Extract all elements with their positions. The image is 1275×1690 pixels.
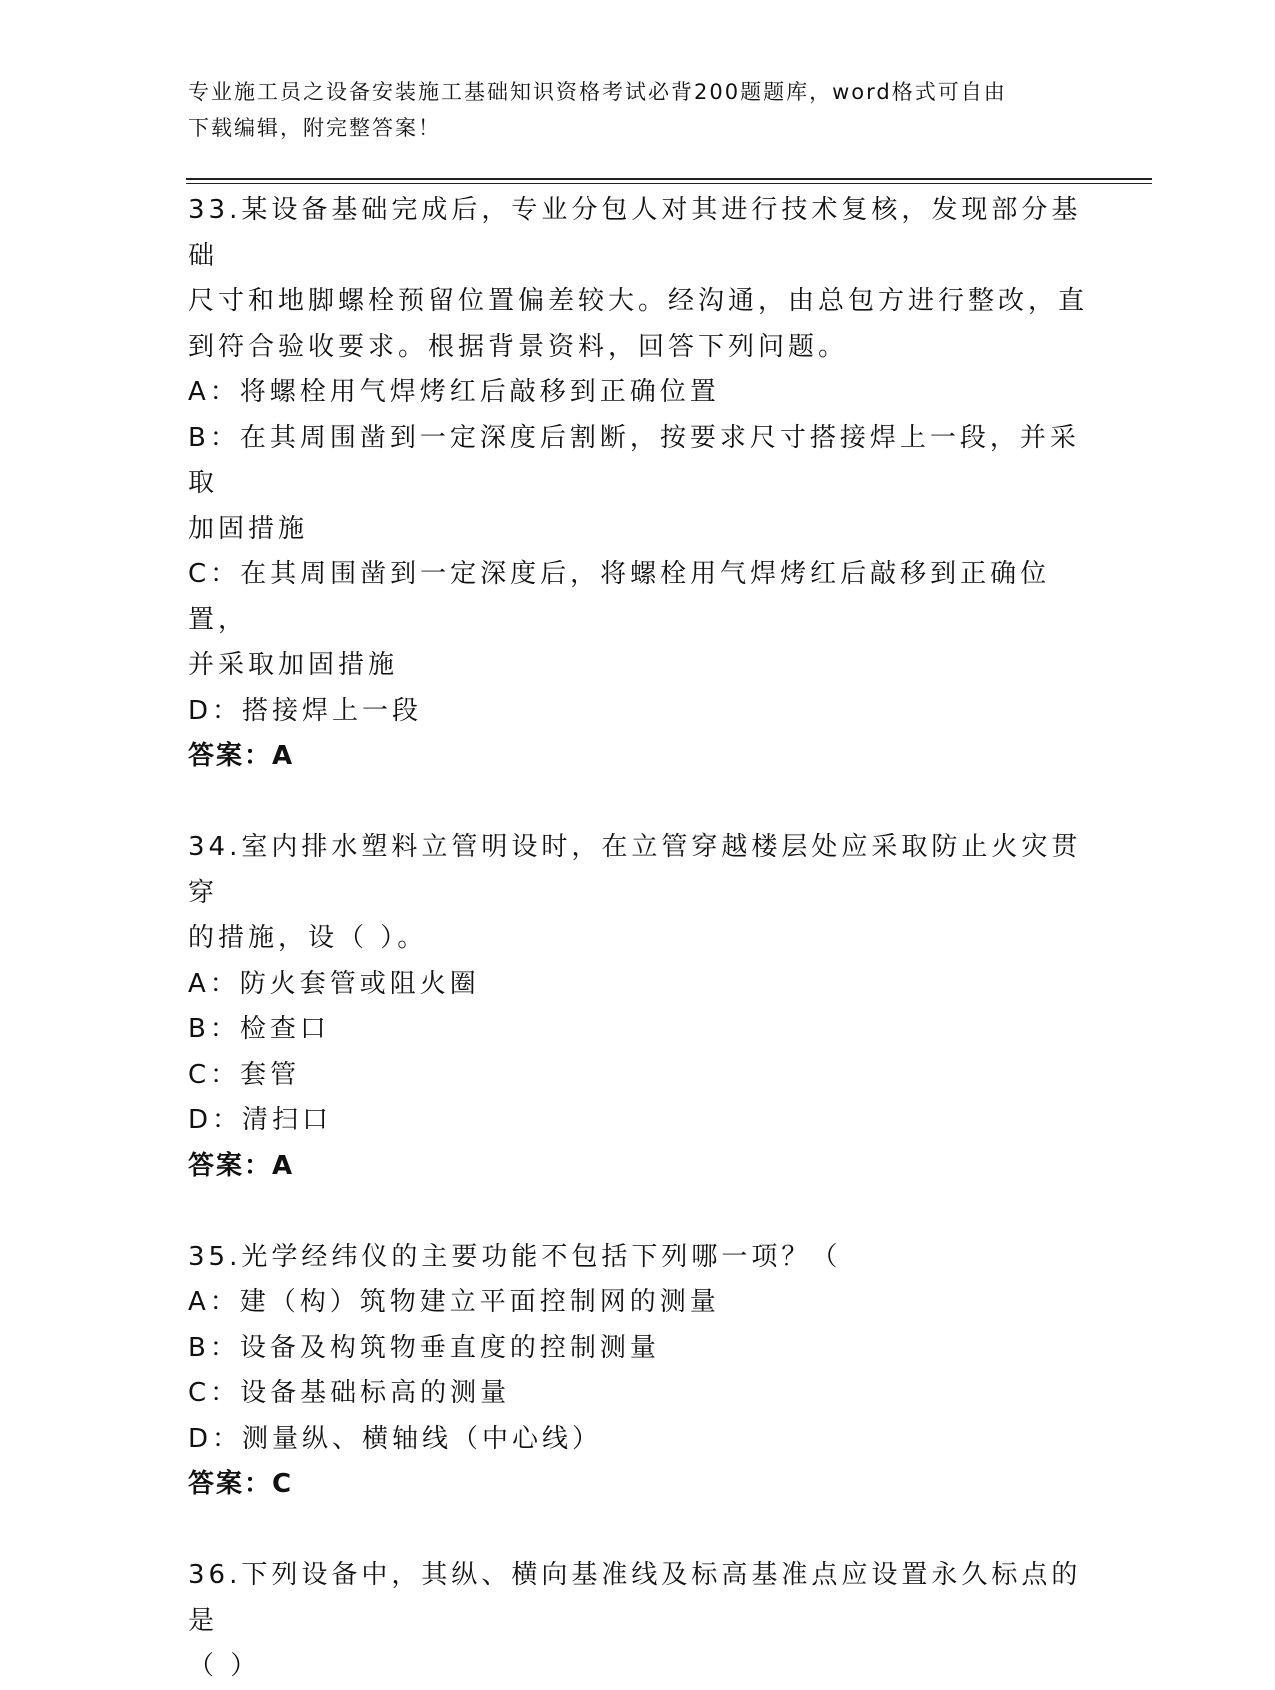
header-line-1: 专业施工员之设备安装施工基础知识资格考试必背200题题库，word格式可自由 xyxy=(188,80,1007,104)
header-divider-bottom xyxy=(186,183,1152,184)
question-list xyxy=(188,188,1088,1690)
question-text-line: 到符合验收要求。根据背景资料，回答下列问题。 xyxy=(188,331,849,362)
question-36 xyxy=(188,1553,1088,1690)
option-b: B：检查口 xyxy=(188,1014,330,1044)
option-a: A：建（构）筑物建立平面控制网的测量 xyxy=(188,1287,720,1317)
question-34 xyxy=(188,825,1088,1189)
option-b: B：在其周围凿到一定深度后割断，按要求尺寸搭接焊上一段，并采取 xyxy=(188,422,1080,498)
answer-label: 答案：A xyxy=(188,1150,295,1181)
question-text-line: （ ） xyxy=(188,1651,261,1681)
answer-label: 答案：A xyxy=(188,741,295,771)
question-33 xyxy=(188,188,1088,780)
option-b: B：设备及构筑物垂直度的控制测量 xyxy=(188,1332,660,1363)
option-a: A：防火套管或阻火圈 xyxy=(188,968,480,999)
question-35 xyxy=(188,1235,1088,1508)
option-a: A：将螺栓用气焊烤红后敲移到正确位置 xyxy=(188,377,720,407)
question-spacer xyxy=(188,780,1088,826)
document-header xyxy=(188,74,1068,146)
question-text-line: 尺寸和地脚螺栓预留位置偏差较大。经沟通，由总包方进行整改，直 xyxy=(188,286,1089,316)
question-spacer xyxy=(188,1508,1088,1554)
question-text-line: 33.某设备基础完成后，专业分包人对其进行技术复核，发现部分基础 xyxy=(188,195,1082,271)
option-d: D：测量纵、横轴线（中心线） xyxy=(188,1423,603,1454)
question-text-line: 35.光学经纬仪的主要功能不包括下列哪一项？（ xyxy=(188,1241,842,1272)
question-text-line: 的措施，设（ ）。 xyxy=(188,923,428,953)
header-divider-top xyxy=(186,178,1152,180)
question-text-line: 34.室内排水塑料立管明设时，在立管穿越楼层处应采取防止火灾贯穿 xyxy=(188,832,1082,908)
option-d: D：清扫口 xyxy=(188,1105,333,1135)
answer-label: 答案：C xyxy=(188,1469,294,1499)
option-c: C：套管 xyxy=(188,1059,301,1090)
option-c: C：设备基础标高的测量 xyxy=(188,1378,511,1408)
question-spacer xyxy=(188,1189,1088,1235)
option-c-continued: 并采取加固措施 xyxy=(188,650,399,680)
option-d: D：搭接焊上一段 xyxy=(188,695,423,726)
header-line-2: 下载编辑，附完整答案！ xyxy=(188,116,441,140)
question-text-line: 36.下列设备中，其纵、横向基准线及标高基准点应设置永久标点的是 xyxy=(188,1560,1082,1636)
option-c: C：在其周围凿到一定深度后，将螺栓用气焊烤红后敲移到正确位置， xyxy=(188,559,1051,635)
option-b-continued: 加固措施 xyxy=(188,513,309,544)
